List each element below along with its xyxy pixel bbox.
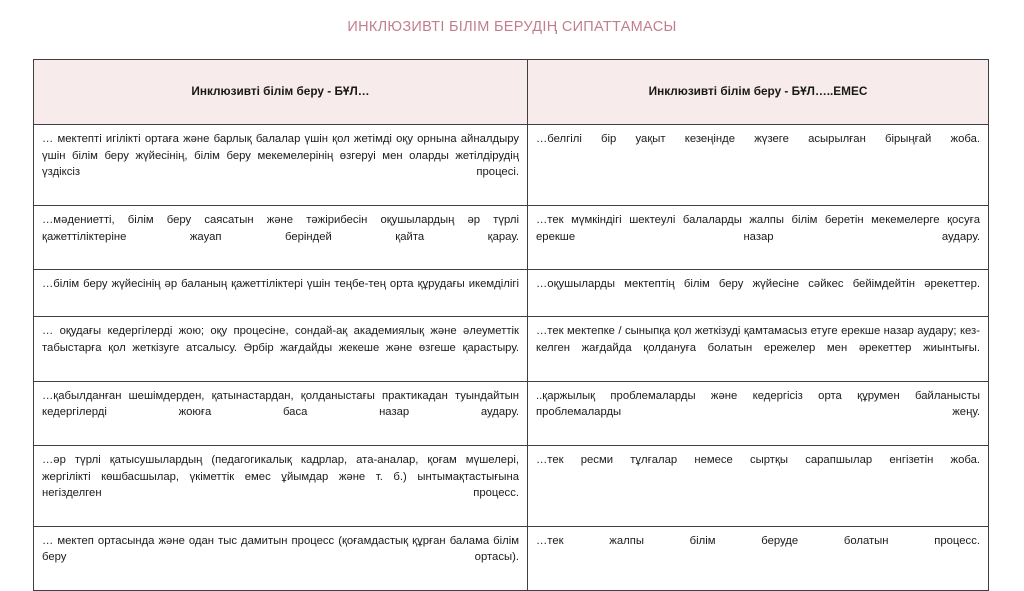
table-body <box>34 125 989 591</box>
table-row <box>34 317 989 381</box>
table-header-row <box>34 60 989 125</box>
cell-is-text: …әр түрлі қатысушылардың (педагогикалық кадрлар, ата-аналар, қоғам мүшелері, жергілікті көшбасшылар, үкіметтік емес ұйымдар және т. б.) ынтымақтастығына негізделген процесс. <box>42 453 519 500</box>
cell-is-not <box>528 381 989 445</box>
table-row <box>34 381 989 445</box>
cell-is-text: … мектеп ортасында және одан тыс дамитын процесс (қоғамдастық құрған балама білім беру ортасы). <box>42 534 519 564</box>
cell-is-text: … мектепті игілікті ортаға және барлық балалар үшін қол жетімді оқу орнына айналдыру үшін білім беру жүйесінің, білім беру мекемелерінің өзгеруі мен оларды жетілдірудің үздіксіз процесі. <box>42 133 519 179</box>
inclusive-education-comparison-table <box>33 59 989 591</box>
cell-is-not-text: …тек мүмкіндігі шектеулі балаларды жалпы білім беретін мекемелерге қосуға ерекше назар аудару. <box>536 213 980 243</box>
cell-is-not-text: …тек жалпы білім беруде болатын процесс. <box>536 534 980 547</box>
table-row <box>34 270 989 317</box>
cell-is-not-text: …тек ресми тұлғалар немесе сыртқы сарапшылар енгізетін жоба. <box>536 453 980 466</box>
cell-is <box>34 125 528 206</box>
cell-is <box>34 445 528 526</box>
cell-is-not-text: …белгілі бір уақыт кезеңінде жүзеге асырылған бірыңғай жоба. <box>536 133 980 145</box>
cell-is-not-text: …тек мектепке / сыныпқа қол жеткізуді қамтамасыз етуге ерекше назар аудару; кез-келген жағдайда қолдануға болатын ережелер мен әрекеттер жиынтығы. <box>536 325 980 355</box>
column-header-is: Инклюзивті білім беру - БҰЛ… <box>34 60 528 125</box>
cell-is-not <box>528 445 989 526</box>
page-title: ИНКЛЮЗИВТІ БІЛІМ БЕРУДІҢ СИПАТТАМАСЫ <box>347 19 677 35</box>
cell-is-text: …білім беру жүйесінің әр баланың қажеттіліктері үшін теңбе-тең орта құрудағы икемділігі <box>42 278 519 291</box>
table-row <box>34 125 989 206</box>
cell-is <box>34 526 528 590</box>
cell-is-not <box>528 125 989 206</box>
table-header <box>34 60 989 125</box>
cell-is-not <box>528 270 989 317</box>
cell-is-not <box>528 317 989 381</box>
cell-is-text: …мәдениетті, білім беру саясатын және тәжірибесін оқушылардың әр түрлі қажеттіліктеріне жауап беріндей қайта қарау. <box>42 213 519 243</box>
column-header-is-not: Инклюзивті білім беру - БҰЛ…..ЕМЕС <box>528 60 989 125</box>
cell-is <box>34 317 528 381</box>
table-row <box>34 526 989 590</box>
cell-is <box>34 270 528 317</box>
table-row <box>34 205 989 269</box>
cell-is-text: …қабылданған шешімдерден, қатынастардан, қолданыстағы практикадан туындайтын кедергілерді жоюға баса назар аудару. <box>42 389 519 419</box>
table-row <box>34 445 989 526</box>
cell-is-text: … оқудағы кедергілерді жою; оқу процесіне, сондай-ақ академиялық және әлеуметтік табыстарға қол жеткізуге атсалысу. Әрбір жағдайды жекеше және өзгеше қарастыру. <box>42 325 519 355</box>
cell-is <box>34 205 528 269</box>
cell-is-not <box>528 526 989 590</box>
cell-is <box>34 381 528 445</box>
comparison-table-wrapper <box>33 59 988 591</box>
cell-is-not <box>528 205 989 269</box>
cell-is-not-text: …оқушыларды мектептің білім беру жүйесіне сәйкес бейімдейтін әрекеттер. <box>536 278 980 291</box>
cell-is-not-text: ..қаржылық проблемаларды және кедергісіз орта құрумен байланысты проблемаларды жеңу. <box>536 389 980 419</box>
